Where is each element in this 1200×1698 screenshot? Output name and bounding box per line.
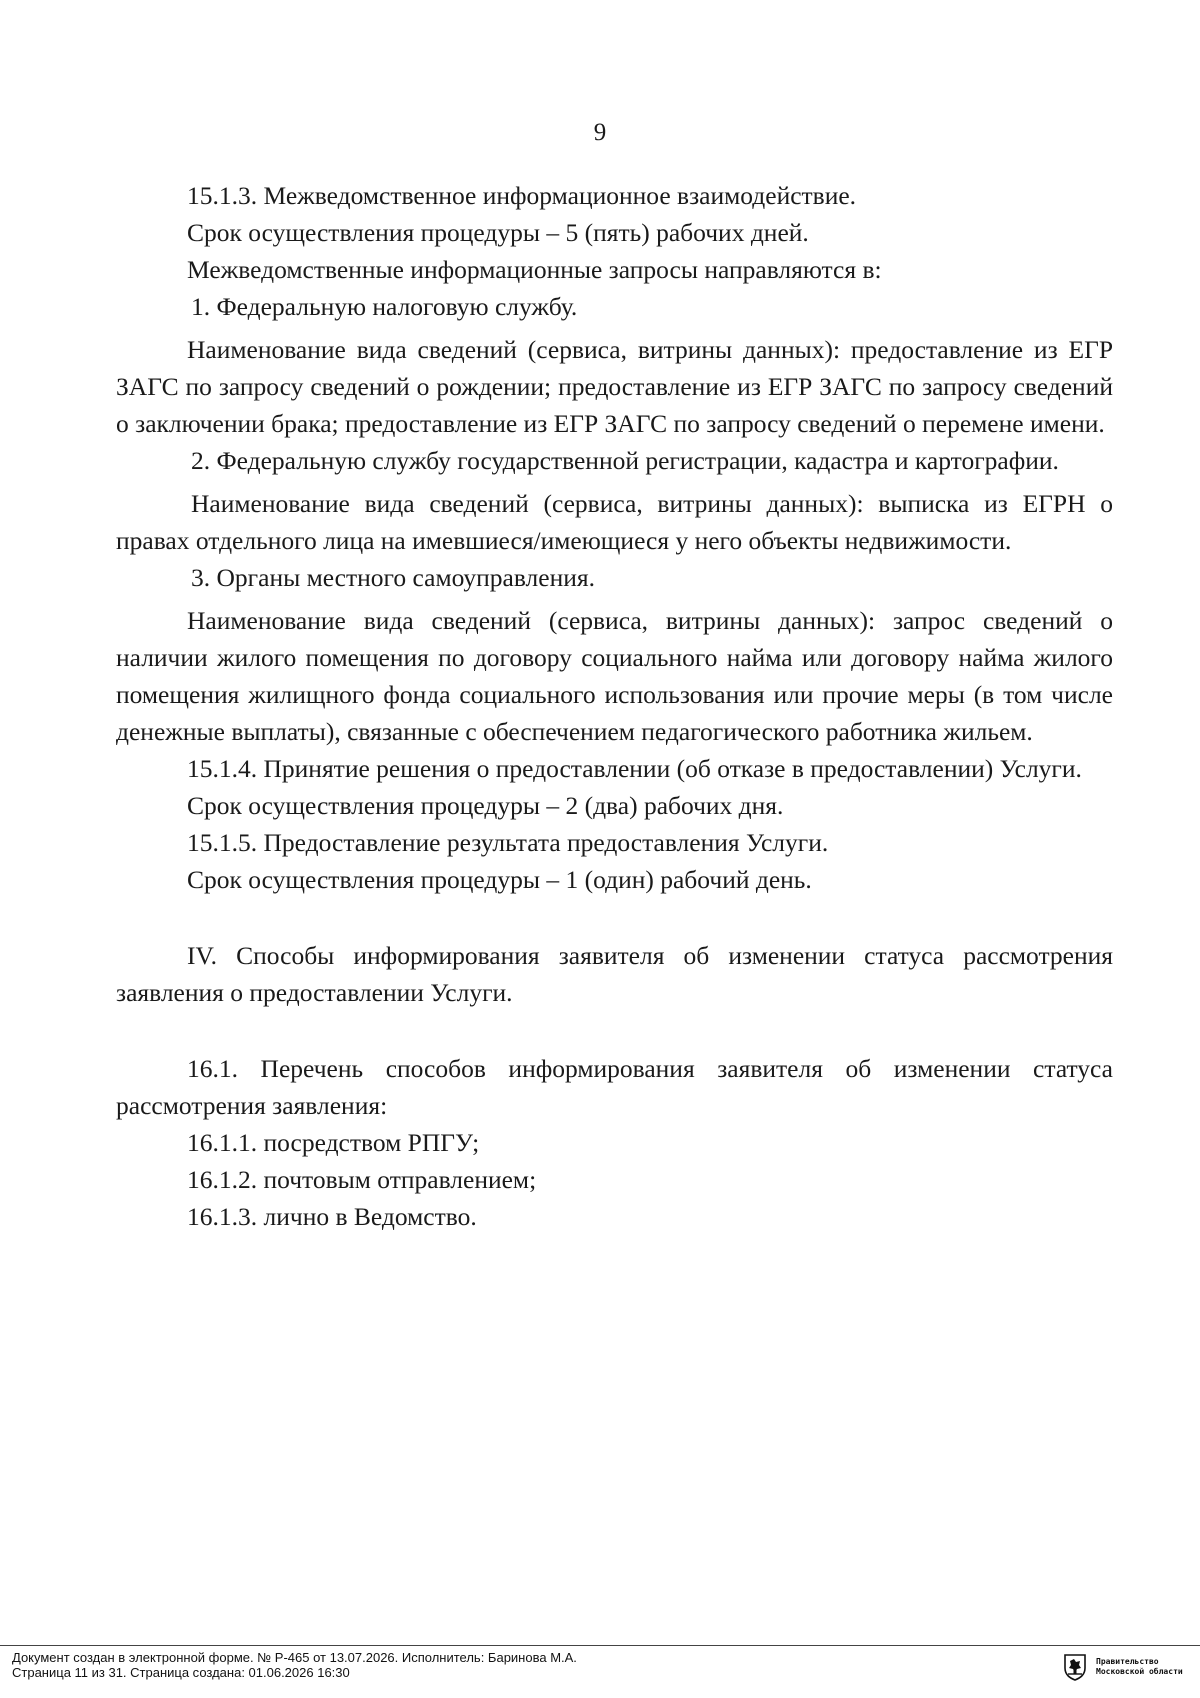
list-item-local-government: 3. Органы местного самоуправления. [191,563,595,592]
government-logo [1062,1653,1183,1681]
footer-page-line: Страница 11 из 31. Страница создана: 01.06.2026 16:30 [12,1665,350,1680]
footer-info [12,1650,577,1680]
footer-divider [0,1645,1200,1646]
tax-service-data-description: Наименование вида сведений (сервиса, витрины данных): предоставление из ЕГР ЗАГС по запросу сведений о рождении; предоставление из ЕГР ЗАГС по запросу сведений о заключении брака; предоставление из ЕГР ЗАГС по запросу сведений о перемене имени. [116,335,1113,438]
footer-document-line: Документ создан в электронной форме. № Р-465 от 13.07.2026. Исполнитель: Баринова М.А. [12,1650,577,1665]
section-15-1-3-heading: 15.1.3. Межведомственное информационное взаимодействие. [187,181,857,210]
list-item-tax-service: 1. Федеральную налоговую службу. [191,292,578,321]
list-item-16-1-2: 16.1.2. почтовым отправлением; [187,1165,537,1194]
logo-caption [1096,1657,1183,1677]
page-number: 9 [593,119,607,146]
section-16-1-heading: 16.1. Перечень способов информирования заявителя об изменении статуса рассмотрения заявления: [116,1054,1113,1120]
procedure-term-2-days: Срок осуществления процедуры – 2 (два) рабочих дня. [187,791,784,820]
list-item-16-1-1: 16.1.1. посредством РПГУ; [187,1128,480,1157]
logo-line-1: Правительство [1096,1657,1159,1666]
section-15-1-4-heading: 15.1.4. Принятие решения о предоставлении (об отказе в предоставлении) Услуги. [187,754,1082,783]
section-15-1-5-heading: 15.1.5. Предоставление результата предоставления Услуги. [187,828,829,857]
requests-intro: Межведомственные информационные запросы направляются в: [187,255,882,284]
rosreestr-data-description: Наименование вида сведений (сервиса, витрины данных): выписка из ЕГРН о правах отдельного лица на имевшиеся/имеющиеся у него объекты недвижимости. [116,489,1113,555]
coat-of-arms-icon [1062,1653,1088,1681]
document-body [116,177,1113,1235]
list-item-16-1-3: 16.1.3. лично в Ведомство. [187,1202,477,1231]
list-item-rosreestr: 2. Федеральную службу государственной регистрации, кадастра и картографии. [191,446,1059,475]
local-government-data-description: Наименование вида сведений (сервиса, витрины данных): запрос сведений о наличии жилого помещения по договору социального найма или договору найма жилого помещения жилищного фонда социального использования или прочие меры (в том числе денежные выплаты), связанные с обеспечением педагогического работника жильем. [116,606,1113,746]
chapter-iv-heading: IV. Способы информирования заявителя об изменении статуса рассмотрения заявления о предоставлении Услуги. [116,941,1113,1007]
procedure-term-1-day: Срок осуществления процедуры – 1 (один) рабочий день. [187,865,812,894]
procedure-term-5-days: Срок осуществления процедуры – 5 (пять) рабочих дней. [187,218,809,247]
logo-line-2: Московской области [1096,1667,1183,1676]
